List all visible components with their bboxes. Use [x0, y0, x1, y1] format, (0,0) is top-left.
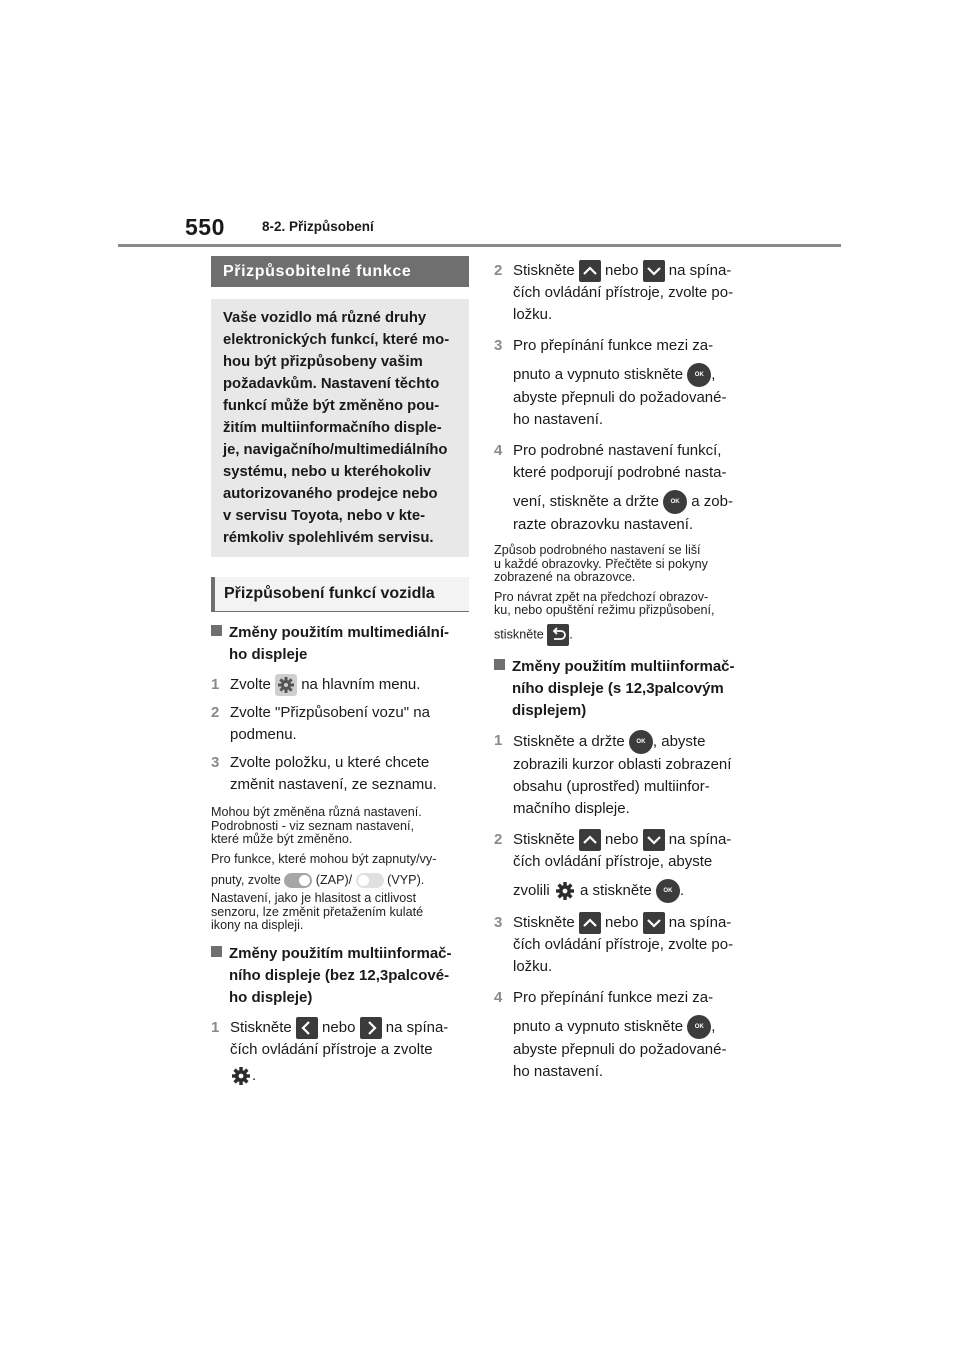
step-item: 1 Zvolte na hlavním menu. [211, 674, 469, 696]
note: Pro návrat zpět na předchozí obrazov- ku, nebo opuštění režimu přizpůsobení, stiskněte . [494, 591, 759, 646]
ok-button-icon: OK [629, 730, 653, 754]
left-column [211, 256, 469, 1087]
intro-line: elektronických funkcí, které mo- [223, 332, 450, 348]
page-number: 550 [185, 214, 225, 240]
step-number: 3 [494, 337, 503, 355]
step-number: 2 [211, 704, 220, 722]
step-item: 2 Stiskněte nebo na spína- čích ovládání přístroje, abyste zvolili a stiskněte OK . [494, 829, 759, 903]
step-number: 1 [494, 731, 503, 749]
down-arrow-button-icon [643, 912, 665, 934]
step-number: 4 [494, 442, 503, 460]
step-item: 3 Pro přepínání funkce mezi za- pnuto a vypnuto stiskněte OK , abyste přepnuli do požadované- ho nastavení. [494, 337, 727, 429]
toggle-off-icon [356, 873, 384, 888]
ok-button-icon: OK [663, 490, 687, 514]
intro-line: autorizovaného prodejce nebo [223, 486, 438, 502]
down-arrow-button-icon [643, 260, 665, 282]
intro-line: rémkoliv spolehlivém servisu. [223, 530, 434, 546]
section-title: 8-2. Přizpůsobení [262, 219, 374, 234]
step-number: 1 [211, 1018, 220, 1036]
note: Pro funkce, které mohou být zapnuty/vy- pnuty, zvolte (ZAP)/ (VYP). [211, 851, 437, 887]
note: Způsob podrobného nastavení se liší u každé obrazovky. Přečtěte si pokyny zobrazené na obrazovce. [494, 543, 708, 585]
intro-line: funkcí může být změněno pou- [223, 398, 440, 414]
intro-line: v servisu Toyota, nebo v kte- [223, 508, 426, 524]
step-item: 1 Stiskněte a držte OK , abyste zobrazili kurzor oblasti zobrazení obsahu (uprostřed) multiinfor- mačního displeje. [494, 731, 732, 817]
step-item: 3 Stiskněte nebo na spína- čích ovládání přístroje, zvolte po- ložku. [494, 913, 734, 975]
intro-line: hou být přizpůsobeny vašim [223, 354, 423, 370]
vehicle-customization-heading: Přizpůsobení funkcí vozidla [211, 577, 469, 612]
right-column [494, 260, 759, 1083]
header-divider [118, 244, 841, 247]
ok-button-icon: OK [687, 363, 711, 387]
left-arrow-button-icon [296, 1017, 318, 1039]
note: Nastavení, jako je hlasitost a citlivost senzoru, lze změnit přetažením kulaté ikony na displeji. [211, 891, 424, 933]
ok-button-icon: OK [656, 879, 680, 903]
step-item: 2 Zvolte "Přizpůsobení vozu" na podmenu. [211, 704, 430, 744]
step-number: 3 [494, 913, 503, 931]
multimedia-subheading: Změny použitím multimediální- ho displeje [211, 622, 469, 666]
multiinfo-12in-subheading: Změny použitím multiinformač- ního displeje (s 12,3palcovým displejem) [494, 656, 759, 722]
customizable-features-heading: Přizpůsobitelné funkce [211, 256, 469, 287]
intro-line: požadavkům. Nastavení těchto [223, 376, 440, 392]
up-arrow-button-icon [579, 912, 601, 934]
intro-line: žitím multiinformačního disple- [223, 420, 442, 436]
intro-line: je, navigačního/multimediálního [223, 442, 448, 458]
intro-box [211, 299, 469, 557]
step-number: 2 [494, 262, 503, 279]
back-button-icon [547, 624, 569, 646]
settings-gear-icon [230, 1065, 252, 1087]
up-arrow-button-icon [579, 829, 601, 851]
intro-line: Vaše vozidlo má různé druhy [223, 310, 427, 326]
toggle-on-icon [284, 873, 312, 888]
down-arrow-button-icon [643, 829, 665, 851]
square-bullet-icon [211, 946, 222, 957]
step-number: 2 [494, 830, 503, 848]
step-item: 4 Pro podrobné nastavení funkcí, které podporují podrobné nasta- vení, stiskněte a držte OK a zob- razte obrazovku nastavení. [494, 442, 733, 534]
square-bullet-icon [211, 625, 222, 636]
step-item: 2 Stiskněte nebo na spína- čích ovládání přístroje, zvolte po- ložku. [494, 262, 734, 324]
step-number: 3 [211, 754, 220, 772]
right-arrow-button-icon [360, 1017, 382, 1039]
step-item: 4 Pro přepínání funkce mezi za- pnuto a vypnuto stiskněte OK , abyste přepnuli do požadované- ho nastavení. [494, 988, 727, 1080]
intro-line: systému, nebo u kteréhokoliv [223, 464, 432, 480]
square-bullet-icon [494, 659, 505, 670]
settings-gear-icon [554, 880, 576, 902]
step-item: 3 Zvolte položku, u které chcete změnit nastavení, ze seznamu. [211, 754, 437, 794]
settings-gear-icon [275, 674, 297, 696]
up-arrow-button-icon [579, 260, 601, 282]
step-item: 1 Stiskněte nebo na spína- čích ovládání přístroje a zvolte . [211, 1017, 469, 1087]
note: Mohou být změněna různá nastavení. Podrobnosti - viz seznam nastavení, které může být změněno. [211, 805, 422, 847]
ok-button-icon: OK [687, 1015, 711, 1039]
multiinfo-subheading: Změny použitím multiinformač- ního displeje (bez 12,3palcové- ho displeje) [211, 943, 469, 1009]
step-number: 1 [211, 676, 220, 693]
step-number: 4 [494, 988, 503, 1006]
